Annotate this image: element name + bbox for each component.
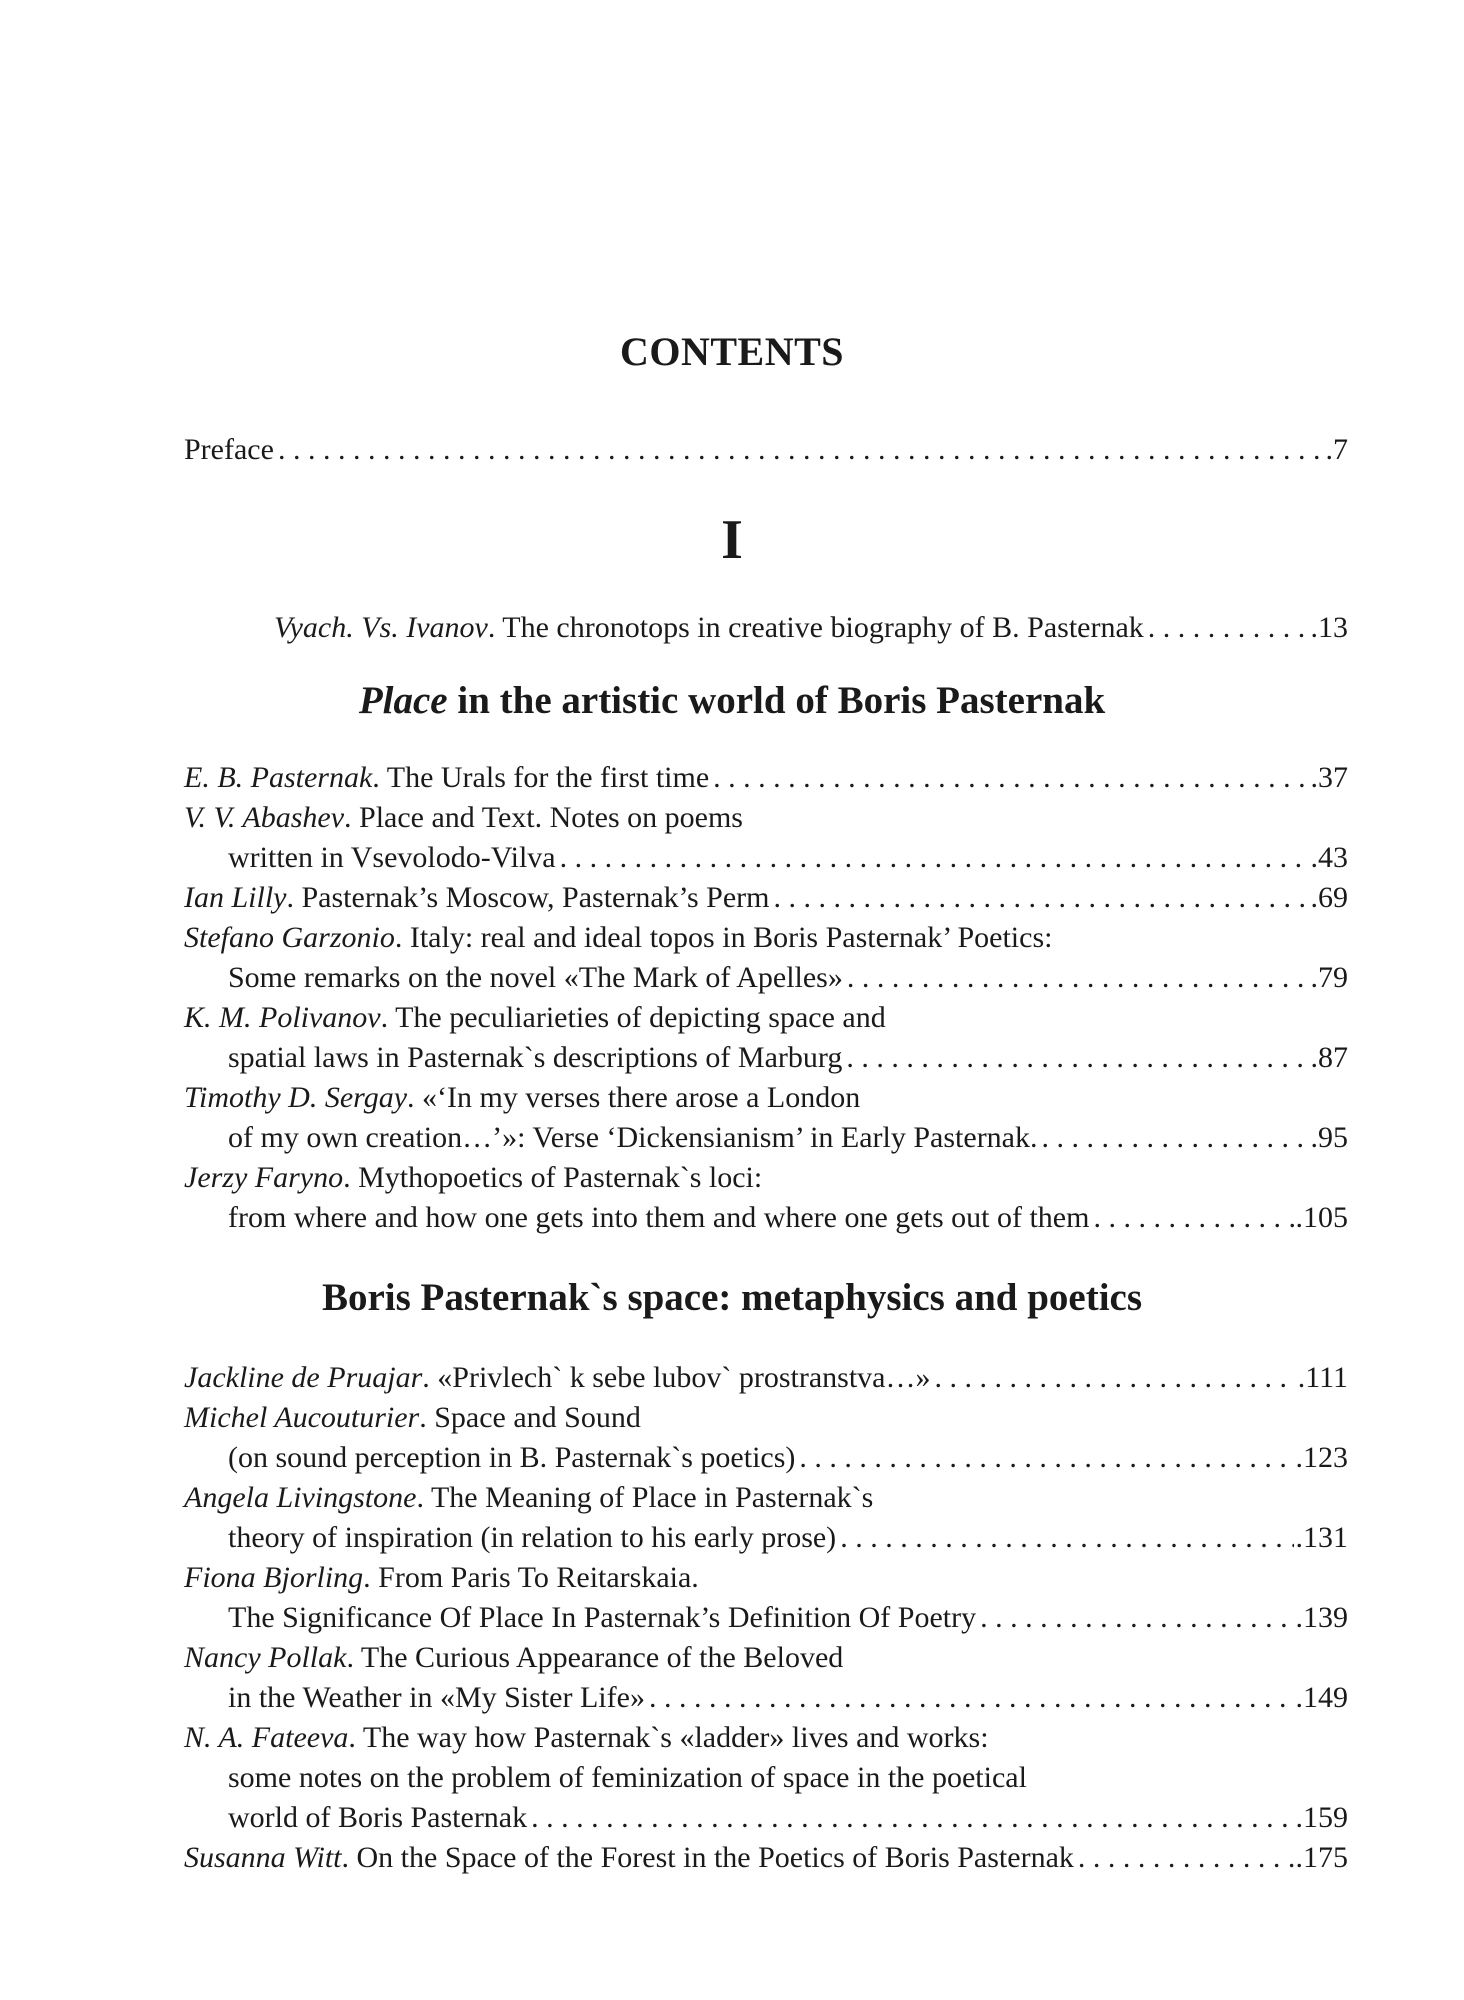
page-number: .111 <box>1297 1361 1348 1394</box>
entry-title-cont: spatial laws in Pasternak`s descriptions of Marburg <box>228 1041 843 1074</box>
entry-author: Jerzy Faryno <box>184 1161 344 1194</box>
toc-entry-continuation[interactable] <box>228 1758 1348 1798</box>
toc-entry[interactable] <box>184 1638 1348 1678</box>
section-heading-place <box>0 678 1464 723</box>
page-number: .105 <box>1295 1201 1348 1234</box>
toc-entry[interactable] <box>184 918 1348 958</box>
page-number: .87 <box>1310 1041 1348 1074</box>
toc-entry[interactable] <box>184 1558 1348 1598</box>
entry-title: . Pasternak’s Moscow, Pasternak’s Perm <box>286 881 770 914</box>
entry-author: Fiona Bjorling <box>184 1561 364 1594</box>
entry-title-cont: (on sound perception in B. Pasternak`s poetics) <box>228 1441 796 1474</box>
page-number: .37 <box>1310 761 1348 794</box>
leader-dots <box>713 758 1308 798</box>
leader-dots <box>846 1038 1308 1078</box>
entry-author: N. A. Fateeva <box>184 1721 349 1754</box>
entry-title-cont: The Significance Of Place In Pasternak’s Definition Of Poetry <box>228 1601 977 1634</box>
toc-entry-continuation[interactable] <box>228 1598 1348 1638</box>
entry-author: Nancy Pollak <box>184 1641 347 1674</box>
toc-entry[interactable] <box>184 1398 1348 1438</box>
leader-dots <box>1148 608 1309 648</box>
leader-dots <box>840 1518 1293 1558</box>
entry-author: Ian Lilly <box>184 881 287 914</box>
entry-title-cont: world of Boris Pasternak <box>228 1801 528 1834</box>
leader-dots <box>1078 1838 1294 1878</box>
entry-title: . On the Space of the Forest in the Poetics of Boris Pasternak <box>341 1841 1074 1874</box>
toc-entry-continuation[interactable] <box>228 1798 1348 1838</box>
toc-entry-continuation[interactable] <box>228 958 1348 998</box>
heading-italic-word: Place <box>358 679 448 722</box>
toc-entry[interactable] <box>184 1718 1348 1758</box>
entry-title: . The peculiarieties of depicting space and <box>380 1001 886 1034</box>
page-number: .69 <box>1310 881 1348 914</box>
entry-title: Preface <box>184 433 274 466</box>
leader-dots <box>980 1598 1293 1638</box>
toc-entry-continuation[interactable] <box>228 1118 1348 1158</box>
entry-title-cont: of my own creation…’»: Verse ‘Dickensianism’ in Early Pasternak. <box>228 1121 1038 1154</box>
page-number: .159 <box>1295 1801 1348 1834</box>
page-number: .149 <box>1295 1681 1348 1714</box>
page-number: .43 <box>1310 841 1348 874</box>
entry-title: . Space and Sound <box>419 1401 641 1434</box>
toc-entry-continuation[interactable] <box>228 1038 1348 1078</box>
page-number: .13 <box>1310 611 1348 644</box>
entry-author: K. M. Polivanov <box>184 1001 381 1034</box>
entry-title-cont: Some remarks on the novel «The Mark of Apelles» <box>228 961 843 994</box>
entry-author: E. B. Pasternak <box>184 761 373 794</box>
toc-entry[interactable] <box>184 758 1348 798</box>
heading-rest: in the artistic world of Boris Pasternak <box>447 679 1106 722</box>
entry-author: Vyach. Vs. Ivanov <box>274 611 488 644</box>
leader-dots <box>935 1358 1296 1398</box>
entry-author: Stefano Garzonio <box>184 921 395 954</box>
toc-entry[interactable] <box>184 1078 1348 1118</box>
leader-dots <box>774 878 1309 918</box>
entry-title: . The Curious Appearance of the Beloved <box>346 1641 844 1674</box>
toc-entry[interactable] <box>184 998 1348 1038</box>
entry-author: Jackline de Pruajar <box>184 1361 423 1394</box>
toc-entry[interactable] <box>184 878 1348 918</box>
toc-entry[interactable] <box>184 798 1348 838</box>
entry-author: V. V. Abashev <box>184 801 345 834</box>
leader-dots <box>560 838 1309 878</box>
leader-dots <box>278 430 1324 470</box>
page-number: .95 <box>1310 1121 1348 1154</box>
entry-title: . «Privlech` k sebe lubov` prostranstva…» <box>422 1361 931 1394</box>
page-number: .175 <box>1295 1841 1348 1874</box>
entry-title-cont: in the Weather in «My Sister Life» <box>228 1681 645 1714</box>
leader-dots <box>847 958 1309 998</box>
toc-entry[interactable] <box>184 1358 1348 1398</box>
entry-author: Michel Aucouturier <box>184 1401 420 1434</box>
entry-title-cont: some notes on the problem of feminization of space in the poetical <box>228 1761 1027 1794</box>
toc-entry-continuation[interactable] <box>228 1198 1348 1238</box>
entry-title: . Italy: real and ideal topos in Boris Pasternak’ Poetics: <box>394 921 1053 954</box>
section-heading-space: Boris Pasternak`s space: metaphysics and poetics <box>321 1276 1143 1319</box>
entry-author: Susanna Witt <box>184 1841 342 1874</box>
leader-dots <box>1042 1118 1309 1158</box>
toc-entry-ivanov[interactable] <box>274 608 1348 648</box>
part-numeral: I <box>721 509 743 571</box>
toc-entry-continuation[interactable] <box>228 1518 1348 1558</box>
entry-title: . «‘In my verses there arose a London <box>407 1081 861 1114</box>
page-number: .79 <box>1310 961 1348 994</box>
entry-title: . Place and Text. Notes on poems <box>344 801 743 834</box>
toc-entry-continuation[interactable] <box>228 838 1348 878</box>
entry-author: Timothy D. Sergay <box>184 1081 408 1114</box>
page-number: .7 <box>1325 433 1348 466</box>
page-number: .139 <box>1295 1601 1348 1634</box>
toc-entry-continuation[interactable] <box>228 1438 1348 1478</box>
entry-title: . The way how Pasternak`s «ladder» lives and works: <box>348 1721 989 1754</box>
entry-title: . The chronotops in creative biography of B. Pasternak <box>487 611 1144 644</box>
toc-entry[interactable] <box>184 1158 1348 1198</box>
page-title: CONTENTS <box>619 329 845 374</box>
leader-dots <box>531 1798 1293 1838</box>
entry-title: . The Urals for the first time <box>372 761 710 794</box>
entry-title: . From Paris To Reitarskaia. <box>363 1561 699 1594</box>
page-number: .131 <box>1295 1521 1348 1554</box>
leader-dots <box>1093 1198 1293 1238</box>
entry-title: . Mythopoetics of Pasternak`s loci: <box>343 1161 763 1194</box>
toc-entry[interactable] <box>184 1478 1348 1518</box>
entry-title-cont: theory of inspiration (in relation to his early prose) <box>228 1521 837 1554</box>
entry-title-cont: written in Vsevolodo-Vilva <box>228 841 556 874</box>
entry-author: Angela Livingstone <box>184 1481 417 1514</box>
entry-title-cont: from where and how one gets into them and where one gets out of them <box>228 1201 1090 1234</box>
toc-entry[interactable] <box>184 1838 1348 1878</box>
toc-entry-continuation[interactable] <box>228 1678 1348 1718</box>
leader-dots <box>649 1678 1294 1718</box>
leader-dots <box>799 1438 1293 1478</box>
entry-title: . The Meaning of Place in Pasternak`s <box>416 1481 874 1514</box>
toc-entry-preface[interactable] <box>184 430 1348 470</box>
page-number: .123 <box>1295 1441 1348 1474</box>
